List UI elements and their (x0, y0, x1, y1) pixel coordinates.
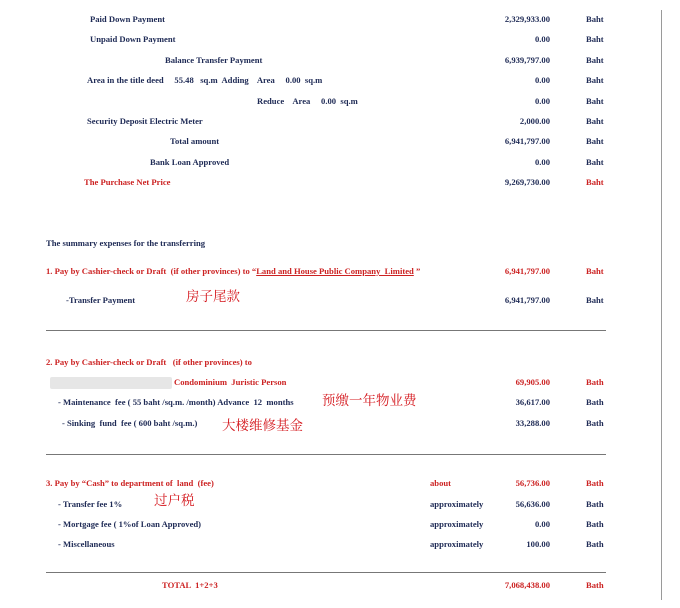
section1-header: 1. Pay by Cashier-check or Draft (if other provinces) to “Land and House Public Company Limited ” (46, 266, 421, 276)
transfer-fee-amount: 56,636.00 (515, 499, 550, 509)
paid-down-amount: 2,329,933.00 (504, 14, 550, 24)
security-deposit-unit: Baht (586, 116, 604, 126)
grand-total-amount: 7,068,438.00 (504, 580, 550, 590)
misc-label: - Miscellaneous (58, 539, 115, 549)
balance-transfer-unit: Baht (586, 55, 604, 65)
balance-transfer-label: Balance Transfer Payment (165, 55, 263, 65)
total-amount-value: 6,941,797.00 (504, 136, 550, 146)
grand-total-label: TOTAL 1+2+3 (162, 580, 218, 590)
misc-qualifier: approximately (430, 539, 484, 549)
mortgage-fee-label: - Mortgage fee ( 1%of Loan Approved) (58, 519, 202, 529)
section3-amount: 56,736.00 (515, 478, 550, 488)
unpaid-down-amount: 0.00 (534, 34, 550, 44)
mortgage-fee-qualifier: approximately (430, 519, 484, 529)
maintenance-unit: Bath (586, 397, 604, 407)
section3-divider (46, 572, 606, 573)
section1-transfer-label: -Transfer Payment (66, 295, 136, 305)
sinking-note: 大楼维修基金 (222, 418, 303, 434)
area-adding-label: Area in the title deed 55.48 sq.m Adding Area 0.00 sq.m (87, 75, 323, 85)
total-amount-unit: Baht (586, 136, 604, 146)
area-reduce-amount: 0.00 (534, 96, 550, 106)
section1-divider (46, 330, 606, 331)
purchase-net-label: The Purchase Net Price (84, 177, 171, 187)
section2-header: 2. Pay by Cashier-check or Draft (if other provinces) to (46, 357, 252, 367)
section2-unit: Bath (586, 377, 604, 387)
section2-juristic: Condominium Juristic Person (174, 377, 287, 387)
mortgage-fee-unit: Bath (586, 519, 604, 529)
transfer-fee-qualifier: approximately (430, 499, 484, 509)
total-amount-label: Total amount (170, 136, 220, 146)
bank-loan-label: Bank Loan Approved (150, 157, 230, 167)
sinking-amount: 33,288.00 (515, 418, 550, 428)
maintenance-label: - Maintenance fee ( 55 baht /sq.m. /month) Advance 12 months (58, 397, 294, 407)
area-adding-unit: Baht (586, 75, 604, 85)
section3-header: 3. Pay by “Cash” to department of land (fee) (46, 478, 214, 488)
section1-unit: Baht (586, 266, 604, 276)
maintenance-note: 预缴一年物业费 (322, 393, 417, 409)
section1-company: Land and House Public Company Limited (256, 266, 414, 276)
paid-down-unit: Baht (586, 14, 604, 24)
transfer-fee-note: 过户税 (154, 493, 195, 509)
balance-transfer-amount: 6,939,797.00 (504, 55, 550, 65)
section1-transfer-unit: Baht (586, 295, 604, 305)
security-deposit-label: Security Deposit Electric Meter (87, 116, 203, 126)
unpaid-down-unit: Baht (586, 34, 604, 44)
transfer-fee-label: - Transfer fee 1% (58, 499, 123, 509)
redacted-name-block (50, 377, 172, 389)
section3-unit: Bath (586, 478, 604, 488)
mortgage-fee-amount: 0.00 (534, 519, 550, 529)
section1-amount: 6,941,797.00 (504, 266, 550, 276)
misc-amount: 100.00 (526, 539, 550, 549)
security-deposit-amount: 2,000.00 (519, 116, 550, 126)
summary-title: The summary expenses for the transferring (46, 238, 206, 248)
paid-down-label: Paid Down Payment (90, 14, 165, 24)
section2-divider (46, 454, 606, 455)
area-adding-amount: 0.00 (534, 75, 550, 85)
page-edge-line (661, 10, 662, 600)
bank-loan-unit: Baht (586, 157, 604, 167)
sinking-unit: Bath (586, 418, 604, 428)
purchase-net-amount: 9,269,730.00 (504, 177, 550, 187)
transfer-fee-unit: Bath (586, 499, 604, 509)
section3-qualifier: about (430, 478, 452, 488)
grand-total-unit: Bath (586, 580, 604, 590)
maintenance-amount: 36,617.00 (515, 397, 550, 407)
area-reduce-label: Reduce Area 0.00 sq.m (257, 96, 358, 106)
section1-transfer-note: 房子尾款 (186, 289, 240, 305)
sinking-label: - Sinking fund fee ( 600 baht /sq.m.) (62, 418, 198, 428)
misc-unit: Bath (586, 539, 604, 549)
section2-amount: 69,905.00 (515, 377, 550, 387)
bank-loan-amount: 0.00 (534, 157, 550, 167)
unpaid-down-label: Unpaid Down Payment (90, 34, 176, 44)
purchase-net-unit: Baht (586, 177, 604, 187)
area-reduce-unit: Baht (586, 96, 604, 106)
section1-transfer-amount: 6,941,797.00 (504, 295, 550, 305)
